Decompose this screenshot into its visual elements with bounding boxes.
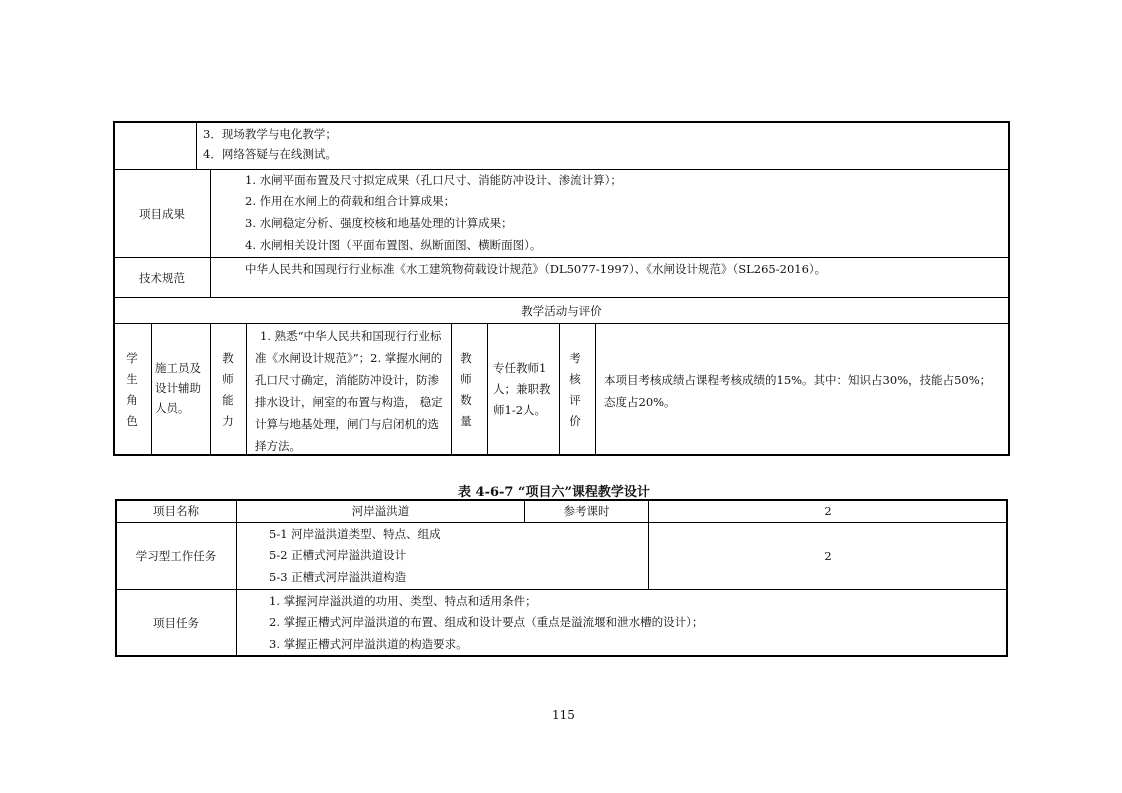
project-task-item: 3. 掌握正槽式河岸溢洪道的构造要求。 (269, 637, 468, 651)
project-task-item: 2. 掌握正槽式河岸溢洪道的布置、组成和设计要点（重点是溢流堰和泄水槽的设计）； (269, 615, 704, 629)
col-divider (210, 324, 211, 455)
table-caption: 表 4-6-7 “项目六”课程教学设计 (458, 485, 650, 500)
col-divider (559, 324, 560, 455)
teacher-count-label: 教师数量 (460, 351, 472, 428)
assessment-text: 本项目考核成绩占课程考核成绩的15%。其中：知识占30%，技能占50%；态度占20%。 (604, 373, 992, 409)
outcome-item: 2. 作用在水闸上的荷载和组合计算成果； (245, 194, 456, 208)
project-task-label: 项目任务 (153, 616, 199, 630)
standard-text: 中华人民共和国现行行业标准《水工建筑物荷载设计规范》（DL5077-1997）、《水闸设计规范》（SL265-2016）。 (245, 262, 827, 276)
col-divider (196, 122, 197, 169)
section-header: 教学活动与评价 (521, 303, 602, 318)
method-item: 3．现场教学与电化教学； (203, 127, 337, 141)
work-task-hours: 2 (824, 549, 832, 563)
work-task-label: 学习型工作任务 (135, 549, 217, 563)
col-divider (236, 500, 237, 656)
outcome-label: 项目成果 (139, 206, 185, 221)
teacher-count-text: 专任教师1人；兼职教师1-2人。 (493, 361, 551, 417)
teacher-ability-text: 1. 熟悉“中华人民共和国现行行业标准《水闸设计规范》”；2. 掌握水闸的孔口尺寸确定，消能防冲设计，防渗排水设计，闸室的布置与构造， 稳定计算与地基处理，闸门与启闭机的选择方法。 (255, 329, 443, 453)
outcome-item: 4. 水闸相关设计图（平面布置图、纵断面图、横断面图）。 (245, 238, 542, 252)
outcome-item: 1. 水闸平面布置及尺寸拟定成果（孔口尺寸、消能防冲设计、渗流计算）； (245, 173, 622, 187)
col-divider (451, 324, 452, 455)
method-item: 4．网络答疑与在线测试。 (203, 147, 337, 161)
outcome-item: 3. 水闸稳定分析、强度校核和地基处理的计算成果； (245, 216, 513, 230)
assessment-label: 考核评价 (569, 351, 581, 428)
row-divider (114, 323, 1009, 324)
student-role-label: 学生角色 (126, 351, 138, 428)
student-role-text: 施工员及设计辅助人员。 (155, 361, 201, 415)
work-task-item: 5-2 正槽式河岸溢洪道设计 (269, 548, 407, 562)
project-task-item: 1. 掌握河岸溢洪道的功用、类型、特点和适用条件； (269, 594, 537, 608)
row-divider (114, 169, 1009, 170)
col-divider (246, 324, 247, 455)
col-divider (151, 324, 152, 455)
teacher-ability-label: 教师能力 (222, 351, 234, 428)
work-task-item: 5-3 正槽式河岸溢洪道构造 (269, 570, 407, 584)
row-divider (116, 589, 1007, 590)
col-divider (595, 324, 596, 455)
project-name-label: 项目名称 (153, 504, 199, 518)
standard-label: 技术规范 (139, 270, 185, 285)
reference-hours-value: 2 (824, 504, 832, 518)
col-divider (210, 170, 211, 297)
work-task-item: 5-1 河岸溢洪道类型、特点、组成 (269, 527, 441, 541)
page-number: 115 (552, 708, 575, 722)
reference-hours-label: 参考课时 (563, 504, 610, 518)
col-divider (487, 324, 488, 455)
project-name-value: 河岸溢洪道 (351, 504, 410, 518)
row-divider (114, 257, 1009, 258)
